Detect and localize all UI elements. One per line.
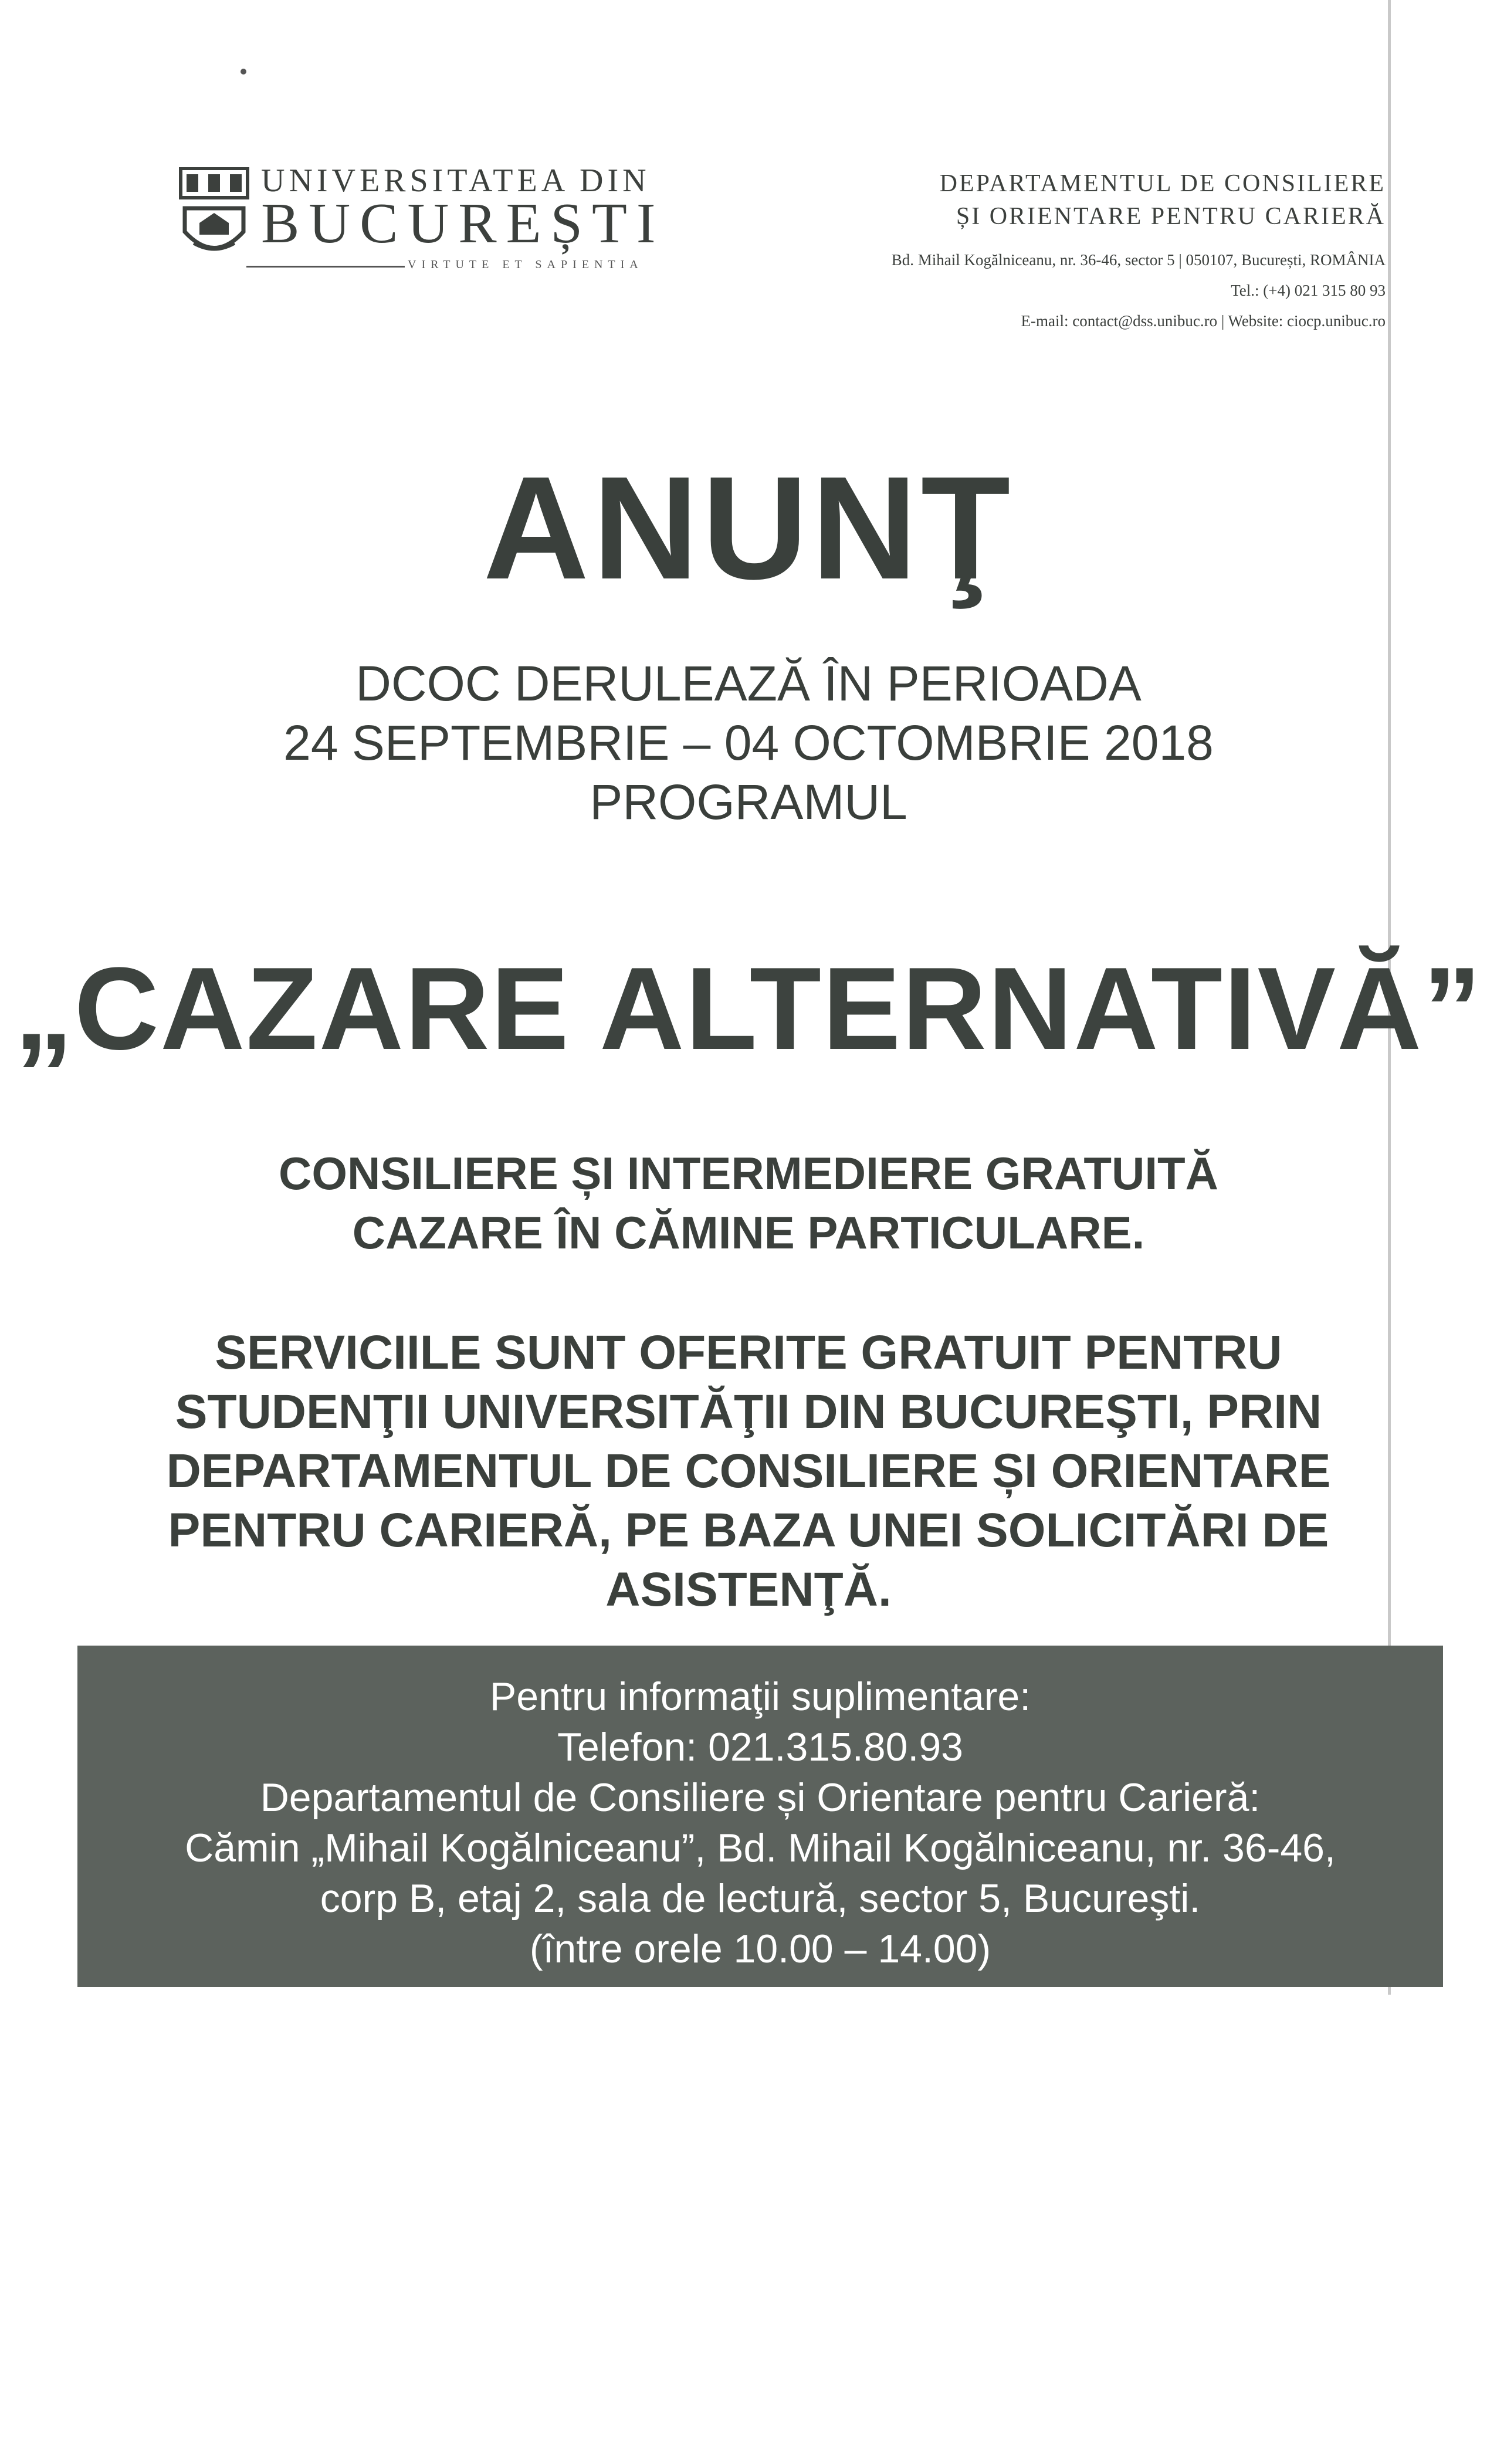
department-contact-block [892,167,1386,336]
announcement-subtitle [0,654,1497,832]
services-line: CONSILIERE ȘI INTERMEDIERE GRATUITĂ [279,1148,1218,1199]
subtitle-line: PROGRAMUL [590,774,907,830]
services-line: CAZARE ÎN CĂMINE PARTICULARE. [352,1207,1145,1258]
offer-line: PENTRU CARIERĂ, PE BAZA UNEI SOLICITĂRI DE [168,1504,1329,1557]
info-line: Departamentul de Consiliere și Orientare pentru Carieră: [260,1775,1261,1820]
offer-line: STUDENŢII UNIVERSITĂŢII DIN BUCUREŞTI, PRIN [175,1385,1322,1439]
program-name: „CAZARE ALTERNATIVĂ” [14,943,1483,1074]
info-line: corp B, etaj 2, sala de lectură, sector 5, Bucureşti. [320,1876,1201,1921]
offer-line: DEPARTAMENTUL DE CONSILIERE ȘI ORIENTARE [166,1444,1331,1498]
offer-paragraph [0,1323,1497,1619]
department-email-website: E-mail: contact@dss.unibuc.ro | Website: ciocp.unibuc.ro [1021,312,1386,330]
university-name-line1: UNIVERSITATEA DIN [261,163,651,199]
contact-info-box [77,1646,1443,1987]
university-name-line2: BUCUREȘTI [261,192,665,255]
info-line: Telefon: 021.315.80.93 [557,1725,963,1769]
info-line: Cămin „Mihail Kogălniceanu”, Bd. Mihail Kogălniceanu, nr. 36-46, [185,1826,1336,1870]
offer-line: ASISTENŢĂ. [605,1563,892,1616]
university-motto: VIRTUTE ET SAPIENTIA [408,258,643,271]
offer-line: SERVICIILE SUNT OFERITE GRATUIT PENTRU [215,1326,1282,1379]
department-name-line2: ȘI ORIENTARE PENTRU CARIERĂ [956,203,1386,230]
department-phone: Tel.: (+4) 021 315 80 93 [1231,282,1386,299]
department-name-line1: DEPARTAMENTUL DE CONSILIERE [939,170,1386,197]
info-line: Pentru informaţii suplimentare: [489,1674,1031,1719]
announcement-title: ANUNŢ [483,446,1014,610]
subtitle-line: 24 SEPTEMBRIE – 04 OCTOMBRIE 2018 [283,715,1214,770]
subtitle-line: DCOC DERULEAZĂ ÎN PERIOADA [355,656,1142,711]
department-address: Bd. Mihail Kogălniceanu, nr. 36-46, sector 5 | 050107, București, ROMÂNIA [891,251,1386,269]
scan-speck [241,69,246,75]
logo-divider [246,266,405,268]
university-crest-icon [176,167,252,264]
services-description [0,1144,1497,1263]
info-line: (între orele 10.00 – 14.00) [529,1927,991,1971]
